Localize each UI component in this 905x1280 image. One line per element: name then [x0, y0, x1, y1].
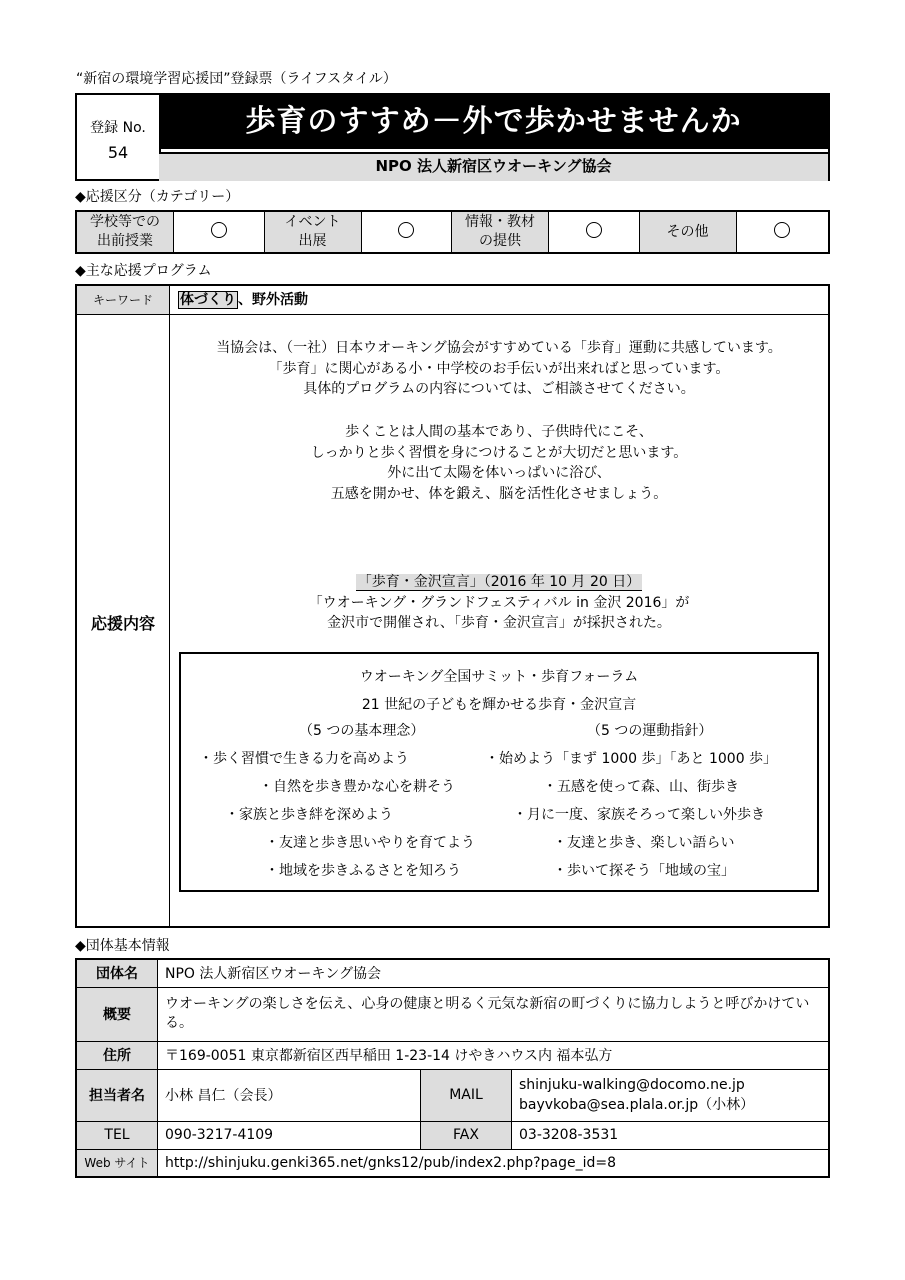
guideline-item: ・五感を使って森、山、街歩き: [543, 779, 739, 795]
category-mark-other: [736, 211, 829, 253]
tel-value: 090-3217-4109: [158, 1121, 421, 1149]
circle-mark-icon: [211, 222, 227, 238]
address-label: 住所: [76, 1041, 158, 1069]
contact-label: 担当者名: [76, 1069, 158, 1121]
support-label: 応援内容: [77, 315, 170, 926]
mail-label: MAIL: [421, 1069, 512, 1121]
summary-label: 概要: [76, 987, 158, 1041]
keyword-separator: 、: [238, 292, 252, 308]
mail-address-2: bayvkoba@sea.plala.or.jp（小林）: [519, 1097, 755, 1113]
declaration-line: 「ウオーキング・グランドフェスティバル in 金沢 2016」が: [308, 594, 690, 611]
registration-label: 登録 No.: [90, 120, 146, 136]
registration-number: 54: [107, 143, 129, 162]
category-mark-event: [361, 211, 452, 253]
guidelines-heading: （5 つの運動指針）: [587, 723, 713, 739]
mail-address-1: shinjuku-walking@docomo.ne.jp: [519, 1077, 745, 1093]
principles-heading: （5 つの基本理念）: [299, 723, 425, 739]
category-table: [75, 210, 830, 254]
fax-value: 03-3208-3531: [512, 1121, 830, 1149]
organization-name: NPO 法人新宿区ウオーキング協会: [159, 152, 828, 181]
basic-info-table: [75, 958, 830, 1178]
keyword-label: キーワード: [77, 286, 170, 315]
category-label-school: 学校等での 出前授業: [76, 211, 174, 253]
program-heading: ◆主な応援プログラム: [75, 263, 212, 279]
philosophy-paragraph: 歩くことは人間の基本であり、子供時代にこそ、 しっかりと歩く習慣を身につけることが大切だと思います。 外に出て太陽を体いっぱいに浴び、 五感を開かせ、体を鍛え、脳を活性化させましょう。: [310, 424, 688, 502]
circle-mark-icon: [586, 222, 602, 238]
page-caption: “新宿の環境学習応援団”登録票（ライフスタイル）: [76, 71, 397, 87]
category-label-info: 情報・教材 の提供: [452, 211, 549, 253]
tel-label: TEL: [76, 1121, 158, 1149]
category-mark-school: [174, 211, 265, 253]
declaration-line: 金沢市で開催され、「歩育・金沢宣言」が採択された。: [327, 615, 671, 631]
guideline-item: ・歩いて探そう「地域の宝」: [553, 863, 735, 879]
principle-item: ・地域を歩きふるさとを知ろう: [265, 863, 461, 879]
website-link[interactable]: http://shinjuku.genki365.net/gnks12/pub/index2.php?page_id=8: [158, 1149, 830, 1177]
declaration-title: 「歩育・金沢宣言」（2016 年 10 月 20 日）: [357, 574, 641, 590]
fax-label: FAX: [421, 1121, 512, 1149]
principle-item: ・自然を歩き豊かな心を耕そう: [259, 779, 455, 795]
principle-item: ・家族と歩き絆を深めよう: [225, 807, 393, 823]
category-heading: ◆応援区分（カテゴリー）: [75, 189, 240, 205]
circle-mark-icon: [398, 222, 414, 238]
declaration-section: [170, 572, 828, 634]
basic-info-heading: ◆団体基本情報: [75, 938, 170, 954]
keyword-2: 野外活動: [252, 292, 308, 308]
org-name-value: NPO 法人新宿区ウオーキング協会: [158, 959, 830, 987]
guideline-item: ・月に一度、家族そろって楽しい外歩き: [513, 807, 765, 823]
category-label-other: その他: [639, 211, 736, 253]
address-value: 〒169-0051 東京都新宿区西早稲田 1-23-14 けやきハウス内 福本弘方: [158, 1041, 830, 1069]
keyword-values: [170, 286, 828, 315]
principle-item: ・歩く習慣で生きる力を高めよう: [199, 751, 409, 767]
page-title: 歩育のすすめ－外で歩かせませんか: [159, 95, 828, 149]
principle-item: ・友達と歩き思いやりを育てよう: [265, 835, 475, 851]
summit-subtitle: 21 世紀の子どもを輝かせる歩育・金沢宣言: [361, 697, 637, 713]
keyword-1: 体づくり: [180, 292, 236, 308]
intro-paragraph: 当協会は、（一社）日本ウオーキング協会がすすめている「歩育」運動に共感しています。 「歩育」に関心がある小・中学校のお手伝いが出来ればと思っています。 具体的プログラムの内容については、ご相談させてください。: [216, 340, 782, 397]
summit-title: ウオーキング全国サミット・歩育フォーラム: [359, 669, 639, 685]
program-box: [75, 284, 830, 928]
summary-value: ウオーキングの楽しさを伝え、心身の健康と明るく元気な新宿の町づくりに協力しようと呼びかけている。: [158, 987, 830, 1041]
header: [75, 93, 830, 181]
org-name-label: 団体名: [76, 959, 158, 987]
contact-value: 小林 昌仁（会長）: [158, 1069, 421, 1121]
category-label-event: イベント 出展: [264, 211, 361, 253]
registration-box: [77, 95, 161, 179]
guideline-item: ・始めよう「まず 1000 歩」「あと 1000 歩」: [485, 751, 778, 767]
guideline-item: ・友達と歩き、楽しい語らい: [553, 835, 735, 851]
summit-box: [179, 652, 819, 892]
category-mark-info: [549, 211, 640, 253]
mail-value: [512, 1069, 830, 1121]
website-label: Web サイト: [76, 1149, 158, 1177]
circle-mark-icon: [774, 222, 790, 238]
